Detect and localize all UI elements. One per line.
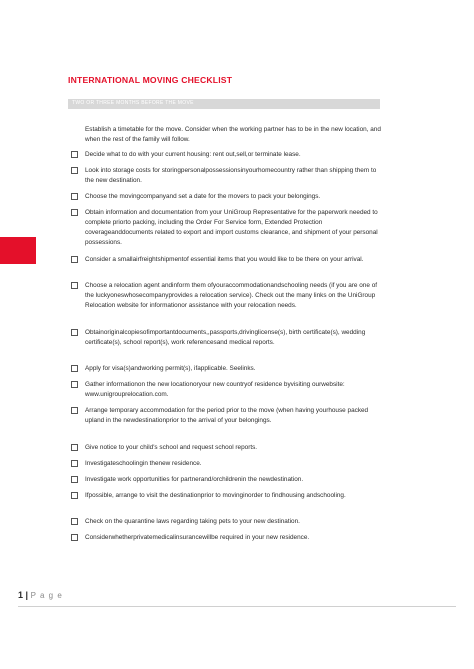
- checklist-item-text: Look into storage costs for storingpersonalpossessionsinyourhomecountry rather than shipping them to the new destination.: [85, 167, 377, 184]
- checkbox[interactable]: [71, 167, 78, 174]
- checkbox[interactable]: [71, 476, 78, 483]
- footer-separator: |: [25, 590, 29, 600]
- checkbox[interactable]: [71, 365, 78, 372]
- checklist-item-text: Gather informationon the new locationoryour new countryof residence byvisiting ourwebsite: www.unigrouprelocation.com.: [85, 381, 345, 398]
- section-heading-bar: [68, 99, 380, 109]
- checklist-item-text: Investigate work opportunities for partnerand/orchildrenin the newdestination.: [85, 476, 304, 483]
- document-title: INTERNATIONAL MOVING CHECKLIST: [68, 75, 233, 85]
- checkbox[interactable]: [71, 460, 78, 467]
- checklist-item-text: Apply for visa(s)andworking permit(s), ifapplicable. Seelinks.: [85, 365, 256, 372]
- checkbox[interactable]: [71, 492, 78, 499]
- checklist-item-text: Check on the quarantine laws regarding taking pets to your new destination.: [85, 518, 300, 525]
- checkbox[interactable]: [71, 209, 78, 216]
- checklist-item-text: Obtainoriginalcopiesofimportantdocuments,,passports,drivinglicense(s), birth certificate(s), wedding certificate(s), school report(s), work referencesand medical reports.: [85, 329, 366, 346]
- section-heading: TWO OR THREE MONTHS BEFORE THE MOVE: [72, 100, 194, 106]
- checklist-item-text: Obtain information and documentation from your UniGroup Representative for the paperwork needed to complete priorto packing, including the Order For Service form, Extended Protection coverageanddocuments related to export and import customs clearance, and shipment of your personal possessions.: [85, 209, 378, 246]
- footer-divider: [18, 606, 456, 607]
- intro-paragraph: Establish a timetable for the move. Consider when the working partner has to be in the new location, and when the rest of the family will follow.: [85, 126, 381, 143]
- checklist-item-text: Consider a smallairfreightshipmentof essential items that you would like to be there on your arrival.: [85, 256, 364, 263]
- checklist-item-text: Choose the movingcompanyand set a date for the movers to pack your belongings.: [85, 193, 321, 200]
- checkbox[interactable]: [71, 329, 78, 336]
- page-number: 1: [18, 590, 24, 600]
- checkbox[interactable]: [71, 407, 78, 414]
- checkbox[interactable]: [71, 282, 78, 289]
- checklist-item-text: Give notice to your child's school and request school reports.: [85, 444, 258, 451]
- checkbox[interactable]: [71, 534, 78, 541]
- checkbox[interactable]: [71, 193, 78, 200]
- red-side-tab: [0, 237, 36, 264]
- checklist-item-text: Decide what to do with your current housing: rent out,sell,or terminate lease.: [85, 151, 301, 158]
- checkbox[interactable]: [71, 151, 78, 158]
- checklist-item-text: Arrange temporary accommodation for the period prior to the move (when having yourhouse packed upland in the newdestinationprior to the arrival of your belongings.: [85, 407, 369, 424]
- checklist-item-text: Considerwhetherprivatemedicalinsurancewillbe required in your new residence.: [85, 534, 310, 541]
- checklist-item-text: Ifpossible, arrange to visit the destinationprior to movinginorder to findhousing andschooling.: [85, 492, 346, 499]
- checkbox[interactable]: [71, 256, 78, 263]
- page-label: P a g e: [30, 591, 63, 600]
- checklist-item-text: Choose a relocation agent andinform them ofyouraccommodationandschooling needs (if you are one of the luckyoneswhosecompanyprovides a relocation service). Check out the many links on the UniGroup Relocation website for informationor assistance with your relocation needs.: [85, 282, 378, 309]
- checkbox[interactable]: [71, 518, 78, 525]
- checklist-item-text: Investigateschoolingin thenew residence.: [85, 460, 202, 467]
- checkbox[interactable]: [71, 444, 78, 451]
- checkbox[interactable]: [71, 381, 78, 388]
- page-footer: [18, 590, 63, 600]
